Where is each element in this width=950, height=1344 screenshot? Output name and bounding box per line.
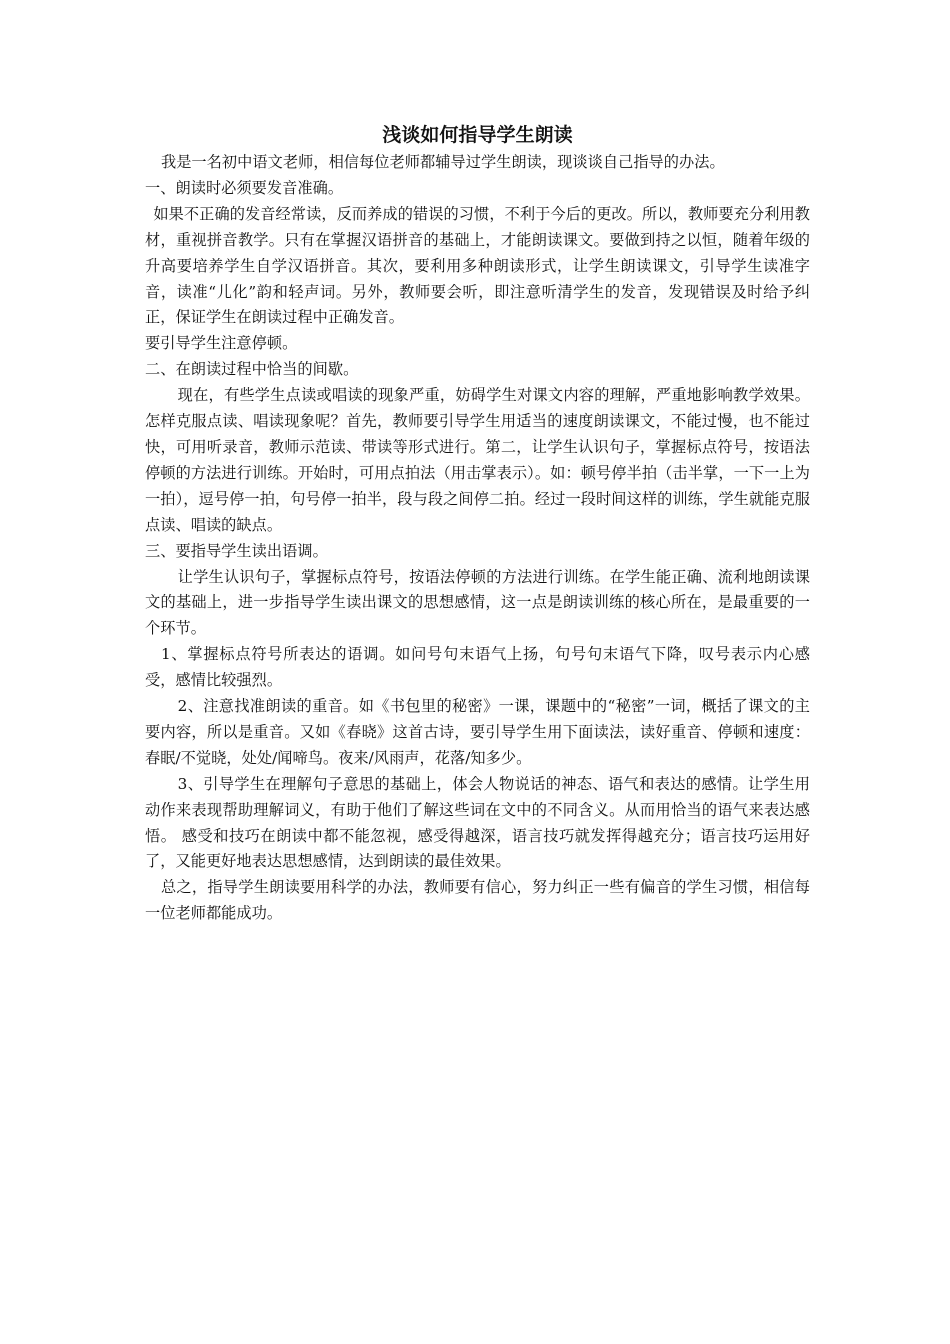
body-paragraph: 要引导学生注意停顿。	[145, 334, 298, 353]
section-heading-3: 三、要指导学生读出语调。	[145, 541, 328, 560]
list-item: 3、引导学生在理解句子意思的基础上，体会人物说话的神态、语气和表达的感情。让学生用动作来表现帮助理解词义，有助于他们了解这些词在文中的不同含义。从而用恰当的语气来表达感悟。 感受和技巧在朗读中都不能忽视，感受得越深，语言技巧就发挥得越充分；语言技巧运用好了，又能更好地表达思想感情，达到朗读的最佳效果。	[145, 774, 810, 871]
body-paragraph: 让学生认识句子，掌握标点符号，按语法停顿的方法进行训练。在学生能正确、流利地朗读课文的基础上，进一步指导学生读出课文的思想感情，这一点是朗读训练的核心所在，是最重要的一个环节。	[145, 567, 810, 638]
body-paragraph: 现在，有些学生点读或唱读的现象严重，妨碍学生对课文内容的理解，严重地影响教学效果。怎样克服点读、唱读现象呢？首先，教师要引导学生用适当的速度朗读课文，不能过慢，也不能过快，可用听录音，教师示范读、带读等形式进行。第二，让学生认识句子，掌握标点符号，按语法停顿的方法进行训练。开始时，可用点拍法（用击掌表示）。如：顿号停半拍（击半掌，一下一上为一拍），逗号停一拍，句号停一拍半，段与段之间停二拍。经过一段时间这样的训练，学生就能克服点读、唱读的缺点。	[145, 386, 810, 534]
list-item: 2、注意找准朗读的重音。如《书包里的秘密》一课，课题中的“秘密”一词，概括了课文的主要内容，所以是重音。又如《春晓》这首古诗，要引导学生用下面读法，读好重音、停顿和速度：春眠/不觉晓，处处/闻啼鸟。夜来/风雨声，花落/知多少。	[145, 697, 810, 767]
document-body	[145, 121, 810, 927]
section-heading-2: 二、在朗读过程中恰当的间歇。	[145, 360, 359, 379]
conclusion-paragraph: 总之，指导学生朗读要用科学的办法，教师要有信心，努力纠正一些有偏音的学生习惯，相信每一位老师都能成功。	[145, 878, 810, 923]
document-title: 浅谈如何指导学生朗读	[382, 124, 573, 146]
list-item: 1、掌握标点符号所表达的语调。如问号句末语气上扬，句号句末语气下降，叹号表示内心感受，感情比较强烈。	[145, 645, 810, 690]
intro-paragraph: 我是一名初中语文老师，相信每位老师都辅导过学生朗读，现谈谈自己指导的办法。	[160, 153, 725, 171]
section-heading-1: 一、朗读时必须要发音准确。	[145, 178, 344, 197]
body-paragraph: 如果不正确的发音经常读，反而养成的错误的习惯，不利于今后的更改。所以，教师要充分利用教材，重视拼音教学。只有在掌握汉语拼音的基础上，才能朗读课文。要做到持之以恒，随着年级的升高要培养学生自学汉语拼音。其次，要利用多种朗读形式，让学生朗读课文，引导学生读准字音，读准“儿化”韵和轻声词。另外，教师要会听，即注意听清学生的发音，发现错误及时给予纠正，保证学生在朗读过程中正确发音。	[145, 204, 810, 327]
